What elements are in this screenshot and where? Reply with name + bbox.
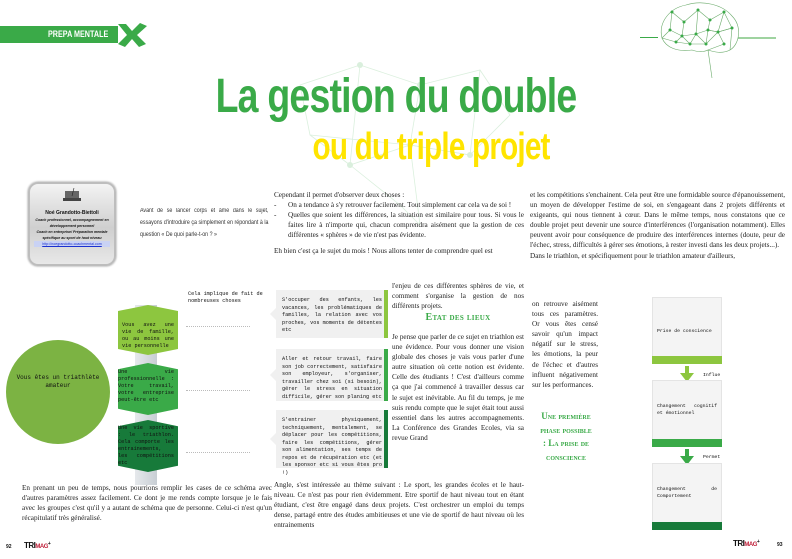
intro-text: Avant de se lancer corps et âme dans le sujet, essayons d'introduire ça simplement en répondant à la question « De quoi parle-t-on ? »	[140, 208, 269, 238]
flow-step-label: Prise de conscience	[657, 329, 712, 334]
bullet-text: Quelles que soient les différences, la situation est similaire pour tous. Si vous le faites lire à n'importe qui, chacun comprendra aisément que la gestion de ces différentes « sphères » de vie n'est pas évidente.	[288, 211, 524, 240]
section-heading-etat: Etat des lieux	[425, 312, 491, 323]
sphere-work-detail	[276, 349, 388, 401]
magazine-logo-right	[733, 539, 759, 548]
article-column-b-continued: Angle, s'est intéressée au thème suivant : Le sport, les grandes écoles et le haut-niveau. Ce n'est pas pour rien évidemment. Etre sportif de haut niveau tout en étant étudiant, c'est être engagé dans deux projets. C'est orchestrer un emploi du temps dense, partagé entre des études ambitieuses et une vie de sportif de haut niveau où les entrainements	[274, 481, 524, 530]
page-number-left: 92	[6, 544, 12, 550]
center-circle-label: Vous êtes un triathlète amateur	[16, 374, 100, 389]
author-website-link[interactable]: http://noegrandotto-coachmental.com	[34, 241, 110, 247]
flow-step-bar	[652, 439, 722, 447]
flow-arrow-label: Influe	[703, 373, 721, 378]
flow-step-label: Changement cognitif et émotionnel	[657, 404, 717, 416]
bullet	[274, 200, 524, 210]
connector-dots	[186, 326, 250, 327]
flow-step-bar	[652, 356, 722, 364]
article-column-a	[274, 190, 524, 257]
logo-text: MAG	[744, 542, 757, 548]
author-name: Noé Grandotto-Biettoli	[45, 210, 99, 216]
detail-bar	[384, 410, 388, 468]
schema-caption-text: En prenant un peu de temps, nous pourrions remplir les cases de ce schéma avec d'autres paramètres assez facilement. Ce dont je me rends compte lorsque je le fais avec les groupes c'est qu'il y a autant de schéma que de personne. Celui-ci n'est qu'un récapitulatif très généralisé.	[22, 484, 272, 523]
article-column-c	[530, 190, 785, 261]
flow-step-label: Changement de Comportement	[657, 487, 717, 499]
logo-text: +	[47, 541, 51, 547]
logo-text: +	[756, 539, 760, 545]
page-number-right: 93	[777, 542, 783, 548]
connector-dots	[186, 390, 250, 391]
author-line-3: Coach en entreprise/ Préparation mentale	[36, 230, 108, 234]
logo-text: MAG	[35, 544, 48, 550]
sphere-family-label: Vous avez une vie de famille, ou au moins une vie personnelle	[122, 322, 174, 349]
flow-step-1	[652, 297, 722, 364]
page-title: La gestion du double	[215, 70, 577, 123]
author-line-4: spécifique au sport de haut niveau	[42, 236, 102, 240]
detail-text: Aller et retour travail, faire son job correctement, satisfaire son employeur, s'organiser, travailler chez soi (si besoin), gérer le stress en situation difficile, gérer son planing etc	[282, 356, 382, 400]
bullet-marker: -	[274, 211, 277, 220]
logo-text: TRI	[733, 539, 745, 548]
author-line-1: Coach professionnel, accompagnement en	[35, 218, 109, 222]
section-label: PREPA MENTALE	[48, 29, 109, 39]
author-line-2: développement personnel	[49, 224, 95, 228]
sphere-work-label: Une vie professionnelle : Votre travail, votre entreprise peut-être etc	[118, 369, 174, 403]
bullet	[274, 210, 524, 240]
paragraph: et les compétitions s'enchainent. Cela peut être une formidable source d'épanouissement, un moyen de développer l'estime de soi, en s'engageant dans 2 projets différents et exigeants, qui nous tiennent à cœur. Dans le même temps, nous constatons que ce double projet peut devenir une source d'interférences (l'organisation notamment). Elles peuvent avoir pour conséquence de produire des interférences internes (doute, peur de l'échec, stress, difficultés à gérer ses émotions, à rester investi dans les deux projets...).	[530, 191, 785, 250]
paragraph: Eh bien c'est ça le sujet du mois ! Nous allons tenter de comprendre quel est	[274, 247, 493, 256]
x-mark-icon	[116, 22, 148, 48]
paragraph: Dans le triathlon, et spécifiquement pour le triathlon amateur d'ailleurs,	[530, 251, 736, 260]
article-column-c-narrow: on retrouve aisément tous ces paramètres. Or vous êtes censé savoir qu'un impact négatif sur le stress, les émotions, la peur de l'échec et d'autres influent négativement sur les performances.	[532, 300, 598, 389]
detail-bar	[384, 290, 388, 338]
center-circle	[6, 340, 110, 444]
flow-step-2	[652, 380, 722, 447]
flow-step-bar	[652, 522, 722, 530]
sphere-sport-detail	[276, 410, 388, 476]
article-column-b-intro: l'enjeu de ces différentes sphères de vie, et comment s'organise la gestion de nos différents projets.	[392, 282, 524, 311]
section-heading-phase: Une première phase possible : La prise de conscience	[540, 411, 592, 462]
detail-bar	[384, 349, 388, 401]
sphere-sport-label: Une vie sportive : le triathlon. Cela comporte les entrainements, les compétitions etc	[118, 425, 174, 466]
magazine-logo-left	[24, 541, 50, 550]
article-column-b: Je pense que parler de ce sujet en triathlon est une évidence. Pour vous donner une vision globale des choses je vais vous parler d'une autre situation où cette notion est évidente. Celle des étudiants ! C'est d'ailleurs comme ça que j'ai commencé à travailler dessus car le sujet est inévitable. Au fil du temps, je me suis rendu compte que le sujet était tout aussi essentiel dans les autres accompagnements. La Conférence des Grandes Ecoles, via sa revue Grand	[392, 333, 524, 442]
page-subtitle: ou du triple projet	[312, 126, 550, 168]
bullet-marker: -	[274, 201, 277, 210]
detail-text: S'entrainer physiquement, techniquement, mentalement, se déplacer pour les compétitions, faire les compétitions, gérer son alimentation, ses temps de repos et de récupération etc (et les sponsor etc si vous êtes pro !)	[282, 417, 382, 476]
paragraph: Cependant il permet d'observer deux choses :	[274, 191, 405, 199]
schema-implies-label: Cela implique de fait de nombreuses choses	[188, 291, 263, 304]
brain-network-icon	[652, 0, 744, 80]
logo-text: TRI	[24, 541, 36, 550]
connector-dots	[186, 452, 250, 453]
detail-text: S'occuper des enfants, les vacances, les problématiques de familles, la relation avec vos proches, vos moments de détentes etc	[282, 297, 382, 333]
bullet-text: On a tendance à s'y retrouver facilement. Tout simplement car cela va de soi !	[288, 201, 512, 210]
laptop-icon	[62, 188, 82, 202]
sphere-family-detail	[276, 290, 388, 338]
flow-step-3	[652, 463, 722, 530]
flow-arrow-label: Permet	[703, 455, 721, 460]
